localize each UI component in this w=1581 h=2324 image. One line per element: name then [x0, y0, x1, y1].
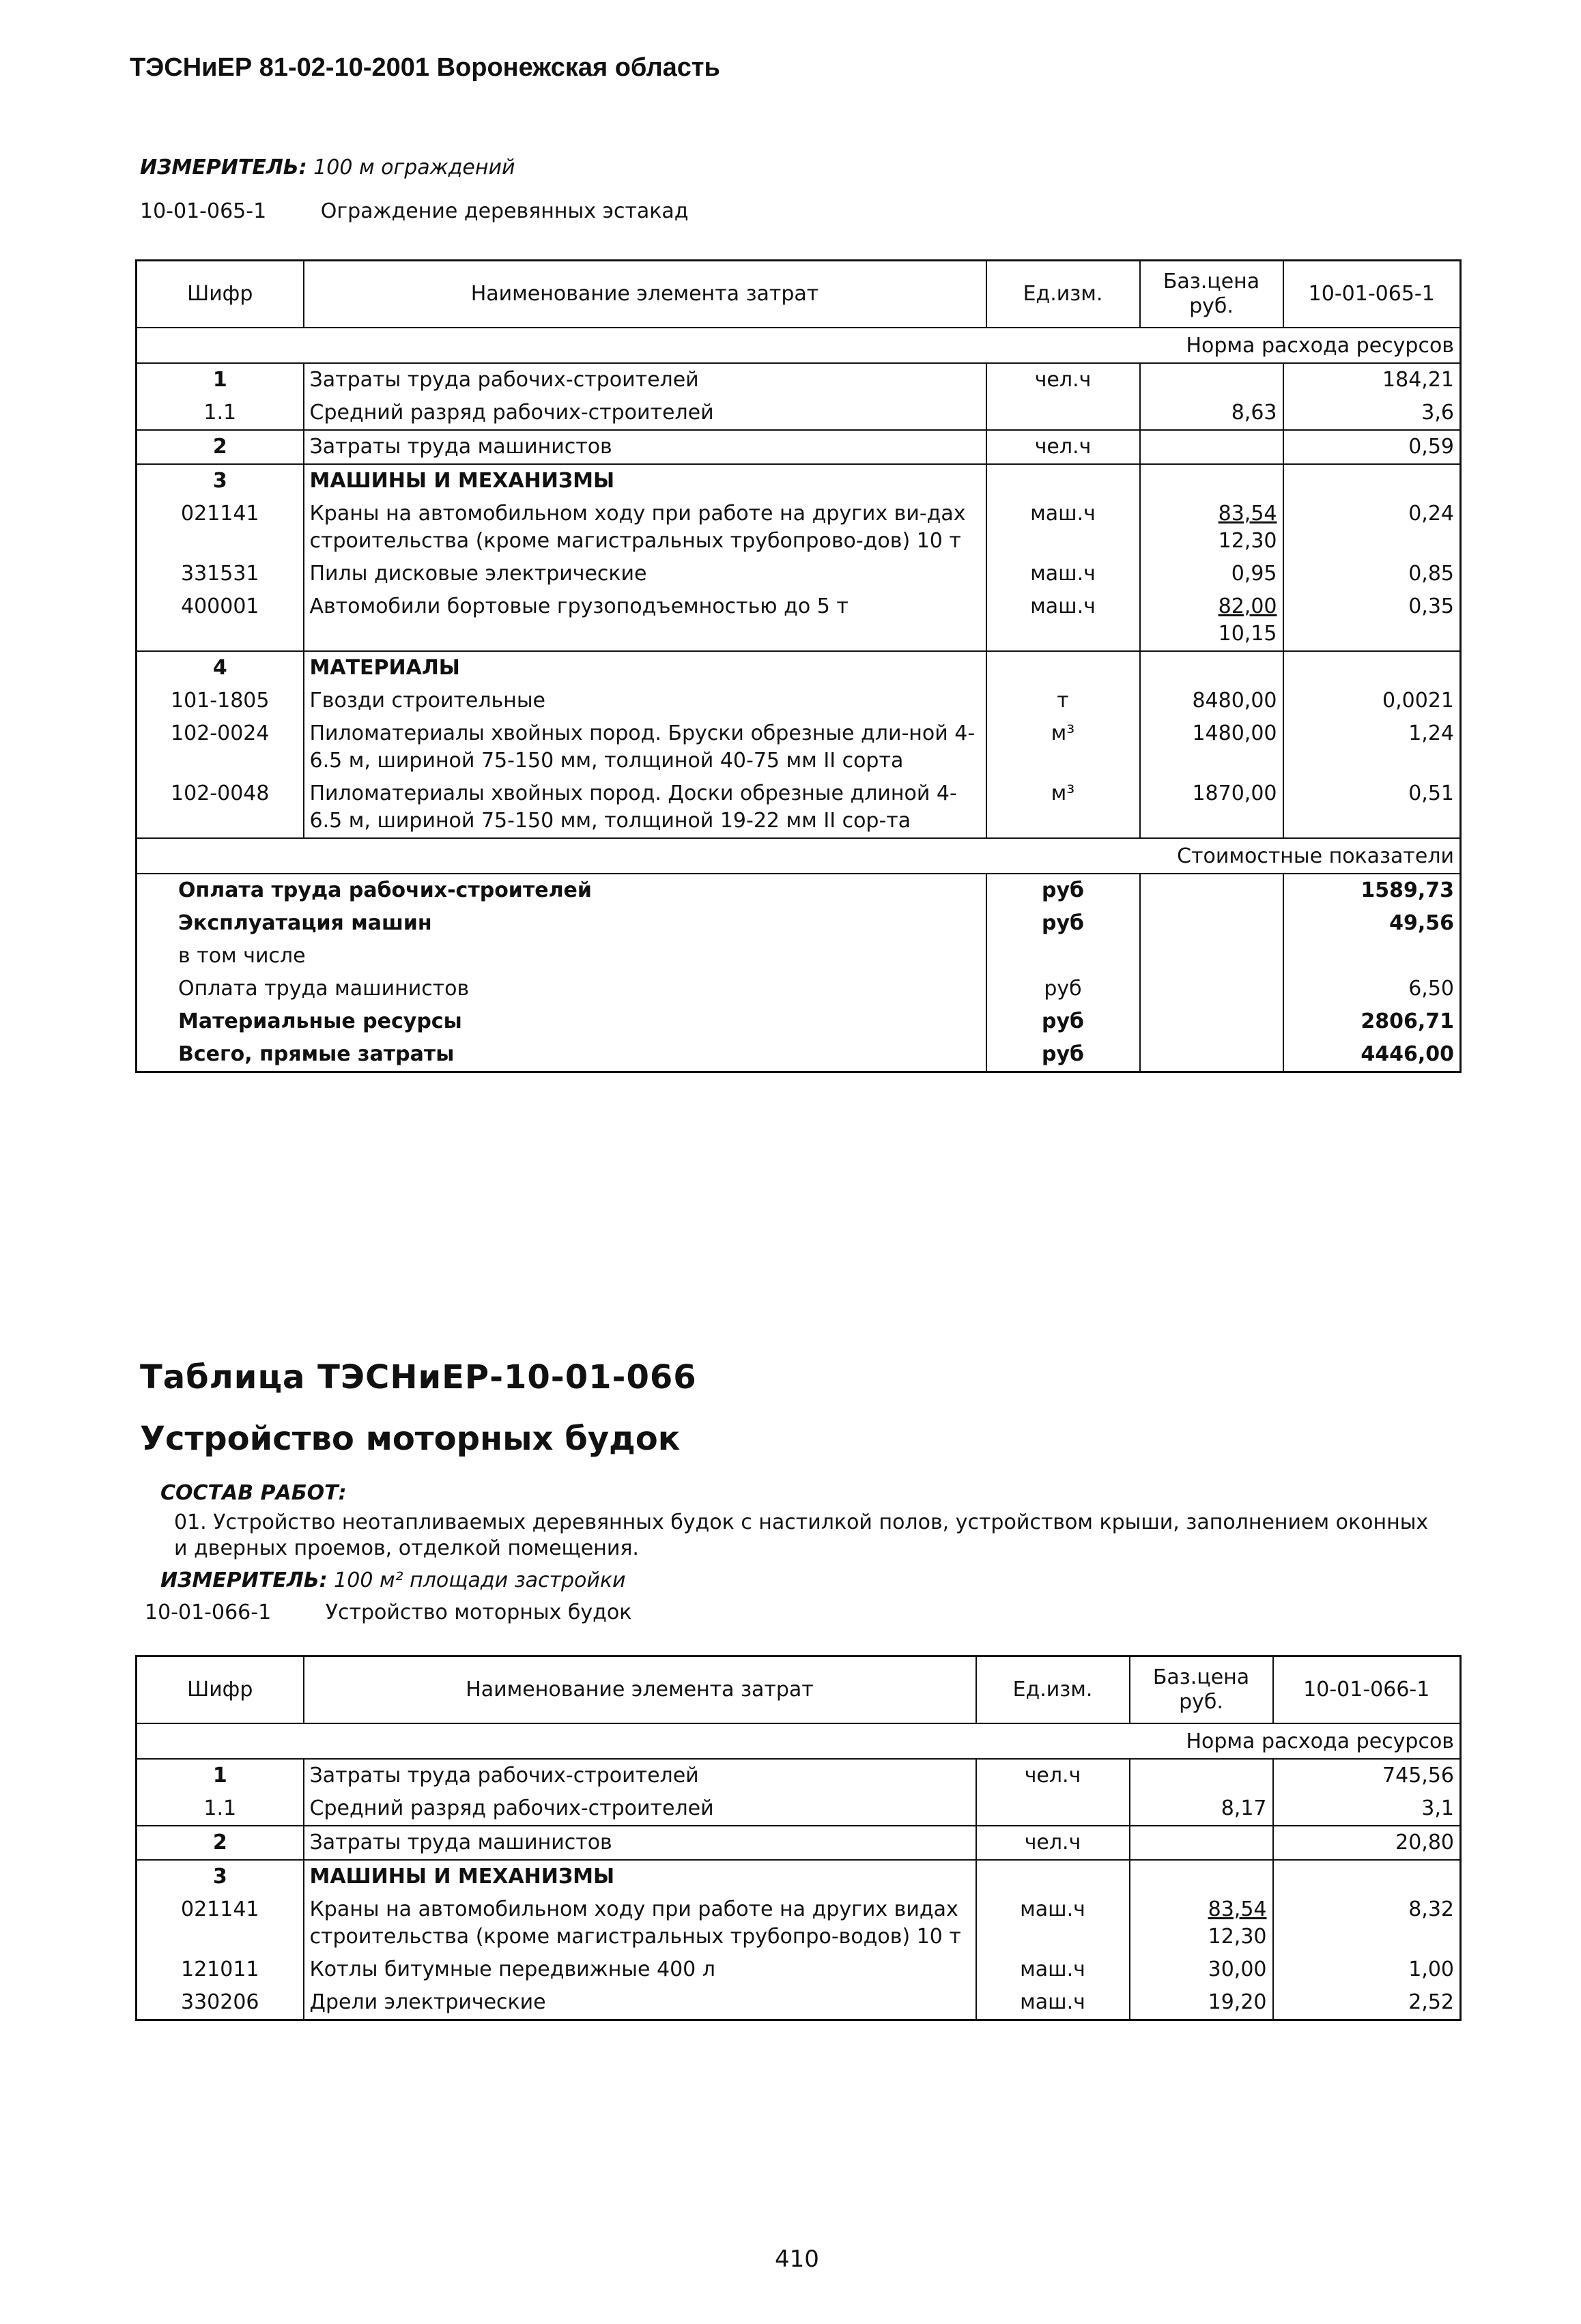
table-row	[137, 1759, 1461, 1792]
row-norm: 1,24	[1408, 721, 1454, 745]
table-row	[137, 464, 1461, 498]
row-code: 331531	[137, 558, 304, 590]
row-code: 101-1805	[137, 685, 304, 717]
cost-label: Оплата труда машинистов	[178, 977, 470, 1001]
row-unit: м³	[986, 717, 1140, 777]
cost-unit: руб	[986, 1005, 1140, 1038]
col-header-code: Шифр	[137, 1656, 304, 1724]
cost-row	[137, 907, 1461, 940]
empty-cell	[1140, 1038, 1283, 1072]
row-code: 1.1	[137, 1792, 304, 1826]
row-code: 2	[137, 1826, 304, 1860]
row-code: 1.1	[137, 397, 304, 430]
row-norm: 0,0021	[1382, 689, 1454, 713]
empty-cell	[1140, 1005, 1283, 1038]
empty-cell	[986, 651, 1140, 685]
empty-cell	[986, 464, 1140, 498]
row-price	[1140, 498, 1283, 558]
table-row	[137, 1893, 1461, 1953]
cost-unit: руб	[986, 1038, 1140, 1072]
row-name: Котлы битумные передвижные 400 л	[309, 1957, 715, 1981]
table-row	[137, 1953, 1461, 1986]
empty-cell	[1140, 940, 1283, 973]
measure-value: 100 м ограждений	[313, 156, 515, 180]
cost-value	[1283, 940, 1461, 973]
page-number: 410	[775, 2246, 819, 2273]
cost-value: 6,50	[1408, 977, 1454, 1001]
code: 10-01-065-1	[140, 199, 267, 223]
empty-cell	[976, 1860, 1130, 1893]
table-row	[137, 1792, 1461, 1826]
row-price	[1130, 1759, 1273, 1792]
row-norm: 745,56	[1382, 1764, 1454, 1788]
empty-cell	[1140, 907, 1283, 940]
code-line-1	[140, 199, 689, 223]
row-unit: чел.ч	[976, 1759, 1130, 1792]
measure-value: 100 м² площади застройки	[334, 1568, 626, 1592]
norm-header: Норма расхода ресурсов	[137, 328, 1461, 363]
cost-header: Стоимостные показатели	[137, 838, 1461, 874]
row-code: 4	[137, 651, 304, 685]
table-row	[137, 558, 1461, 590]
table-row	[137, 498, 1461, 558]
table-header	[137, 1656, 1461, 1724]
col-header-code: Шифр	[137, 261, 304, 328]
row-name: Краны на автомобильном ходу при работе на других видах строительства (кроме магистральных трубопро-водов) 10 т	[309, 1897, 961, 1949]
row-code: 021141	[137, 1893, 304, 1953]
row-name: Средний разряд рабочих-строителей	[309, 401, 714, 425]
row-price: 1480,00	[1140, 717, 1283, 777]
work-label: СОСТАВ РАБОТ:	[160, 1481, 347, 1505]
row-price: 1870,00	[1140, 777, 1283, 838]
row-name: Средний разряд рабочих-строителей	[309, 1796, 714, 1820]
row-price	[1130, 1826, 1273, 1860]
code-title: Ограждение деревянных эстакад	[320, 199, 689, 223]
row-name: Автомобили бортовые грузоподъемностью до 5 т	[309, 594, 849, 618]
row-unit: чел.ч	[986, 430, 1140, 464]
cost-unit	[986, 940, 1140, 973]
row-name: Пилы дисковые электрические	[309, 562, 647, 586]
row-name: Затраты труда машинистов	[304, 1826, 976, 1860]
row-code: 021141	[137, 498, 304, 558]
row-code: 1	[137, 1759, 304, 1792]
row-norm: 2,52	[1408, 1990, 1454, 2014]
row-code: 102-0048	[137, 777, 304, 838]
resource-table-1	[135, 259, 1462, 1073]
empty-cell	[1273, 1860, 1461, 1893]
row-unit: т	[986, 685, 1140, 717]
row-unit: чел.ч	[976, 1826, 1130, 1860]
work-description: 01. Устройство неотапливаемых деревянных будок с настилкой полов, устройством крыши, заполнением оконных и дверных проемов, отделкой помещения.	[174, 1510, 1429, 1560]
row-name: Затраты труда рабочих-строителей	[309, 1764, 699, 1788]
cost-value: 49,56	[1389, 911, 1454, 935]
table-row	[137, 590, 1461, 651]
row-norm: 0,51	[1408, 781, 1454, 805]
row-norm: 0,35	[1408, 594, 1454, 618]
empty-cell	[1140, 464, 1283, 498]
row-unit	[986, 397, 1140, 430]
table-row	[137, 397, 1461, 430]
row-unit: маш.ч	[976, 1986, 1130, 2020]
table-row	[137, 777, 1461, 838]
row-code: 3	[137, 464, 304, 498]
col-header-price: Баз.цена руб.	[1130, 1656, 1273, 1724]
code-title: Устройство моторных будок	[325, 1601, 632, 1624]
measure-label: ИЗМЕРИТЕЛЬ:	[160, 1568, 328, 1592]
row-code: 400001	[137, 590, 304, 651]
cost-unit: руб	[986, 907, 1140, 940]
cost-row	[137, 1005, 1461, 1038]
row-price: 8,17	[1130, 1792, 1273, 1826]
row-unit	[976, 1792, 1130, 1826]
row-code: 121011	[137, 1953, 304, 1986]
row-price	[1130, 1893, 1273, 1953]
code: 10-01-066-1	[145, 1601, 272, 1624]
table-row	[137, 1986, 1461, 2020]
measure-line-1	[140, 156, 515, 180]
empty-cell	[1283, 464, 1461, 498]
empty-cell	[1140, 874, 1283, 907]
cost-value: 1589,73	[1361, 878, 1454, 902]
cost-unit: руб	[986, 874, 1140, 907]
cost-value: 2806,71	[1361, 1009, 1454, 1033]
row-unit: маш.ч	[976, 1893, 1130, 1953]
row-price: 30,00	[1130, 1953, 1273, 1986]
row-name: Дрели электрические	[309, 1990, 546, 2014]
page-header: ТЭСНиЕР 81-02-10-2001 Воронежская область	[130, 53, 720, 82]
row-code: 102-0024	[137, 717, 304, 777]
cost-label: Всего, прямые затраты	[178, 1042, 455, 1066]
row-price	[1140, 363, 1283, 397]
empty-cell	[1130, 1860, 1273, 1893]
row-code: 3	[137, 1860, 304, 1893]
table-row	[137, 717, 1461, 777]
price-total: 83,54	[1218, 502, 1277, 526]
col-header-norm-code: 10-01-065-1	[1283, 261, 1461, 328]
table-row	[137, 363, 1461, 397]
cost-header-row	[137, 838, 1461, 874]
row-unit: чел.ч	[986, 363, 1140, 397]
table-row	[137, 685, 1461, 717]
row-price: 0,95	[1140, 558, 1283, 590]
col-header-unit: Ед.изм.	[986, 261, 1140, 328]
table-title: Таблица ТЭСНиЕР-10-01-066	[140, 1358, 697, 1396]
row-norm: 184,21	[1382, 368, 1454, 392]
code-line-2	[145, 1601, 631, 1624]
cost-row	[137, 874, 1461, 907]
row-norm: 20,80	[1273, 1826, 1461, 1860]
row-unit: маш.ч	[986, 558, 1140, 590]
measure-line-2	[160, 1568, 626, 1592]
row-unit: маш.ч	[986, 498, 1140, 558]
row-norm: 0,24	[1408, 502, 1454, 526]
price-wage: 12,30	[1218, 529, 1277, 553]
row-norm: 0,59	[1283, 430, 1461, 464]
empty-cell	[1140, 651, 1283, 685]
price-wage: 10,15	[1218, 622, 1277, 646]
row-unit: маш.ч	[986, 590, 1140, 651]
cost-row-total	[137, 1038, 1461, 1072]
section-title-machines: МАШИНЫ И МЕХАНИЗМЫ	[304, 1860, 976, 1893]
table-row	[137, 651, 1461, 685]
empty-cell	[1140, 973, 1283, 1005]
table-row	[137, 1826, 1461, 1860]
row-unit: м³	[986, 777, 1140, 838]
row-norm: 0,85	[1408, 562, 1454, 586]
col-header-unit: Ед.изм.	[976, 1656, 1130, 1724]
cost-value: 4446,00	[1361, 1042, 1454, 1066]
cost-label: в том числе	[178, 944, 306, 968]
row-name: Затраты труда рабочих-строителей	[309, 368, 699, 392]
row-norm: 8,32	[1408, 1897, 1454, 1921]
norm-header: Норма расхода ресурсов	[137, 1723, 1461, 1759]
row-code: 1	[137, 363, 304, 397]
row-unit: маш.ч	[976, 1953, 1130, 1986]
cost-unit: руб	[986, 973, 1140, 1005]
row-code: 330206	[137, 1986, 304, 2020]
row-price: 8,63	[1140, 397, 1283, 430]
section-title-machines: МАШИНЫ И МЕХАНИЗМЫ	[304, 464, 986, 498]
cost-row	[137, 973, 1461, 1005]
row-norm: 3,6	[1421, 401, 1454, 425]
empty-cell	[1283, 651, 1461, 685]
norm-header-row	[137, 328, 1461, 363]
col-header-norm-code: 10-01-066-1	[1273, 1656, 1461, 1724]
row-price	[1140, 590, 1283, 651]
price-total: 82,00	[1218, 594, 1277, 618]
cost-label: Материальные ресурсы	[178, 1009, 462, 1033]
row-name: Пиломатериалы хвойных пород. Бруски обрезные дли-ной 4-6.5 м, шириной 75-150 мм, толщиной 40-75 мм II сорта	[309, 721, 975, 773]
cost-label: Оплата труда рабочих-строителей	[178, 878, 592, 902]
row-name: Затраты труда машинистов	[304, 430, 986, 464]
row-name: Пиломатериалы хвойных пород. Доски обрезные длиной 4-6.5 м, шириной 75-150 мм, толщиной 19-22 мм II сор-та	[309, 781, 957, 833]
row-price: 19,20	[1130, 1986, 1273, 2020]
resource-table-2	[135, 1655, 1462, 2021]
row-norm: 3,1	[1421, 1796, 1454, 1820]
row-price: 8480,00	[1140, 685, 1283, 717]
row-name: Гвозди строительные	[309, 689, 545, 713]
table-header	[137, 261, 1461, 328]
row-code: 2	[137, 430, 304, 464]
price-wage: 12,30	[1208, 1925, 1267, 1949]
table-row	[137, 1860, 1461, 1893]
section-title-materials: МАТЕРИАЛЫ	[304, 651, 986, 685]
table-subtitle: Устройство моторных будок	[140, 1420, 681, 1458]
row-price	[1140, 430, 1283, 464]
price-total: 83,54	[1208, 1897, 1267, 1921]
norm-header-row	[137, 1723, 1461, 1759]
col-header-price: Баз.цена руб.	[1140, 261, 1283, 328]
cost-row	[137, 940, 1461, 973]
measure-label: ИЗМЕРИТЕЛЬ:	[140, 156, 307, 180]
row-norm: 1,00	[1408, 1957, 1454, 1981]
table-row	[137, 430, 1461, 464]
col-header-name: Наименование элемента затрат	[304, 1656, 976, 1724]
cost-label: Эксплуатация машин	[178, 911, 432, 935]
col-header-name: Наименование элемента затрат	[304, 261, 986, 328]
row-name: Краны на автомобильном ходу при работе на других ви-дах строительства (кроме магистральных трубопрово-дов) 10 т	[309, 502, 966, 553]
